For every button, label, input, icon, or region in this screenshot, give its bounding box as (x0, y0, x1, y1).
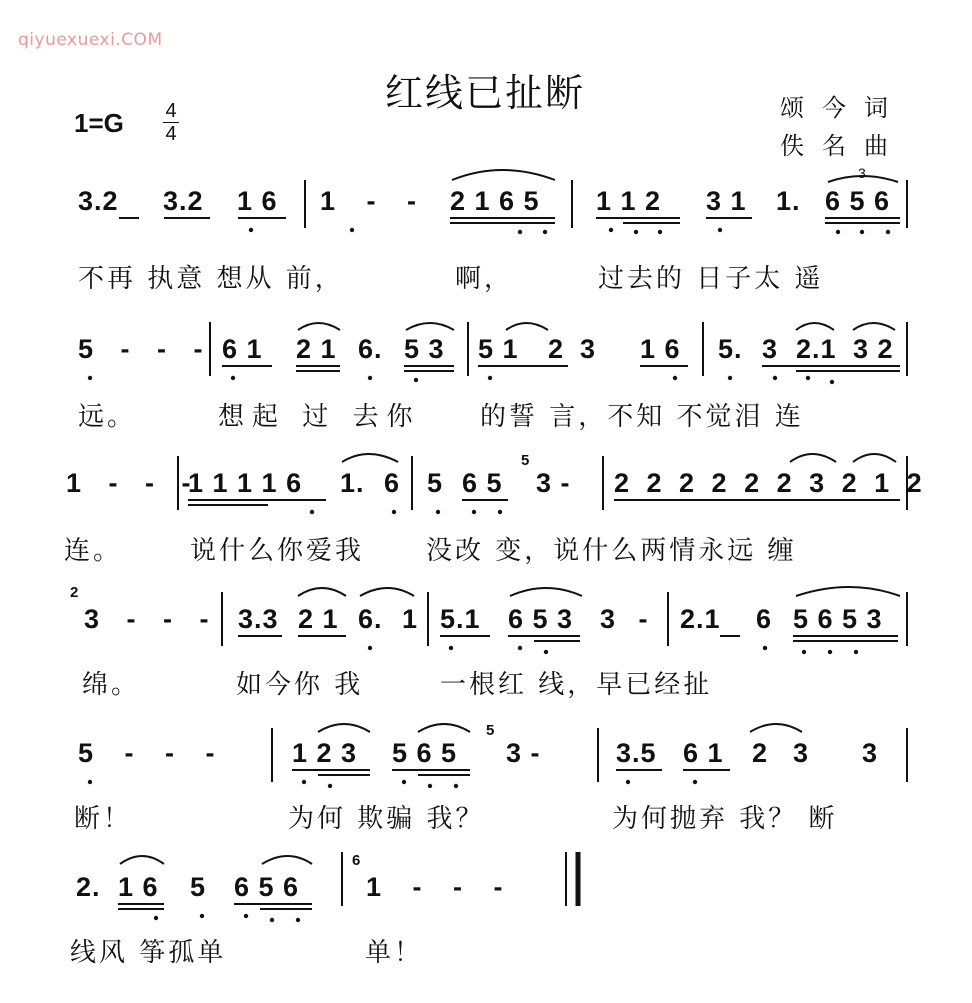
grace-note: 5 (521, 452, 530, 469)
low-octave-dot (402, 780, 406, 784)
note-group: 6 1 (222, 334, 263, 364)
low-octave-dot (836, 230, 840, 234)
note-group: 2. (76, 872, 101, 902)
low-octave-dot (806, 376, 810, 380)
note-group: 3 - - - (84, 604, 219, 634)
note-group: 6 5 6 (825, 186, 891, 216)
note-group: 3 - (600, 604, 656, 634)
lyric-text: 想起 过 去你 (218, 402, 421, 432)
lyric-text: 单！ (365, 938, 424, 968)
low-octave-dot (658, 230, 662, 234)
low-octave-dot (302, 780, 306, 784)
note-group: 5 6 5 (392, 738, 458, 768)
note-group: 6. (358, 334, 383, 364)
note-group: 1 6 (237, 186, 278, 216)
note-group: 6 5 (462, 468, 503, 498)
low-octave-dot (828, 650, 832, 654)
note-group: 3 - (536, 468, 571, 498)
low-octave-dot (392, 510, 396, 514)
note-group: 3.5 (616, 738, 657, 768)
note-group: 6 (384, 468, 401, 498)
low-octave-dot (249, 228, 253, 232)
note-group: 3 1 (706, 186, 747, 216)
note-group: 5 3 (404, 334, 445, 364)
note-group: 3 (862, 738, 879, 768)
note-group: 3.3 (238, 604, 279, 634)
low-octave-dot (728, 376, 732, 380)
low-octave-dot (449, 646, 453, 650)
low-octave-dot (472, 510, 476, 514)
grace-note: 2 (70, 584, 79, 601)
grace-note: 5 (486, 722, 495, 739)
note-group: 6 1 (683, 738, 724, 768)
note-group: 2 1 (298, 604, 339, 634)
note-group: 5.1 (440, 604, 481, 634)
grace-note: 6 (352, 852, 361, 869)
note-group: 5 1 (478, 334, 519, 364)
note-group: 5. (718, 334, 743, 364)
note-group: 6 5 6 (234, 872, 300, 902)
lyricist-credit: 颂今词 (780, 94, 906, 122)
low-octave-dot (518, 230, 522, 234)
note-group: 5 (427, 468, 444, 498)
slur (298, 588, 346, 596)
note-group: 6 (756, 604, 773, 634)
note-group: 1 6 (640, 334, 681, 364)
low-octave-dot (634, 230, 638, 234)
lyric-text: 为何 欺骗 我？ (288, 804, 485, 834)
note-group: 3 (793, 738, 810, 768)
note-group: 5 - - - (78, 334, 213, 364)
slur (510, 588, 582, 596)
lyric-text: 断！ (74, 804, 133, 834)
slur (120, 856, 164, 864)
low-octave-dot (296, 918, 300, 922)
note-group: 2 (752, 738, 769, 768)
lyric-text: 远。 (78, 402, 137, 432)
low-octave-dot (763, 646, 767, 650)
note-group: 2.1 (796, 334, 837, 364)
note-group: 5 (190, 872, 207, 902)
note-group: 1 6 (118, 872, 159, 902)
note-group: 1 2 3 (292, 738, 358, 768)
low-octave-dot (830, 380, 834, 384)
slur (318, 724, 370, 732)
note-group: 3 (580, 334, 597, 364)
note-group: 1 1 2 (596, 186, 662, 216)
lyric-text: 线风 筝孤单 (70, 938, 227, 968)
low-octave-dot (350, 228, 354, 232)
low-octave-dot (860, 230, 864, 234)
low-octave-dot (368, 646, 372, 650)
low-octave-dot (488, 376, 492, 380)
lyric-text: 的誓 言，不知 不觉泪 连 (480, 402, 804, 432)
note-group: 2.1 (680, 604, 721, 634)
low-octave-dot (270, 918, 274, 922)
low-octave-dot (428, 784, 432, 788)
low-octave-dot (544, 650, 548, 654)
lyric-text: 一根红 线，早已经扯 (440, 670, 713, 700)
note-group: 6. (358, 604, 383, 634)
note-group: 1 1 1 1 6 (188, 468, 303, 498)
low-octave-dot (802, 650, 806, 654)
lyric-text: 过去的 日子太 遥 (598, 264, 824, 294)
lyric-text: 没改 变，说什么两情永远 缠 (426, 536, 797, 566)
low-octave-dot (626, 780, 630, 784)
note-group: 1. (776, 186, 801, 216)
slur (796, 323, 834, 330)
low-octave-dot (718, 228, 722, 232)
slur (796, 587, 900, 596)
slur (853, 454, 896, 462)
slur (750, 724, 802, 732)
note-group: 2 1 6 5 (450, 186, 540, 216)
note-group: 2 1 (296, 334, 337, 364)
low-octave-dot (693, 780, 697, 784)
slur (853, 323, 895, 330)
low-octave-dot (543, 230, 547, 234)
low-octave-dot (88, 376, 92, 380)
low-octave-dot (454, 784, 458, 788)
low-octave-dot (436, 510, 440, 514)
lyric-text: 绵。 (82, 670, 141, 700)
lyric-text: 如今你 我 (236, 670, 364, 700)
note-group: 1 (402, 604, 419, 634)
note-group: 1 - - - (66, 468, 201, 498)
lyric-text: 说什么你爱我 (190, 536, 365, 566)
composer-credit: 佚名曲 (780, 132, 906, 160)
note-group: 1 - - - (366, 872, 515, 902)
note-group: 3 - (506, 738, 541, 768)
slur (790, 454, 836, 462)
lyric-text: 不再 执意 想从 前， (78, 264, 344, 294)
note-group: 3 2 (853, 334, 894, 364)
note-group: 5 - - - (78, 738, 227, 768)
note-group: 1 - - (320, 186, 429, 216)
low-octave-dot (518, 646, 522, 650)
key-signature: 1=G (74, 108, 124, 138)
note-group: 1. (340, 468, 365, 498)
lyric-text: 为何抛弃 我？ 断 (612, 804, 838, 834)
slur (506, 323, 548, 330)
lyric-text: 啊， (455, 264, 514, 294)
song-title: 红线已扯断 (385, 71, 586, 115)
low-octave-dot (244, 914, 248, 918)
time-signature-top: 4 (165, 100, 177, 122)
slur (452, 170, 555, 180)
low-octave-dot (854, 650, 858, 654)
time-signature-bottom: 4 (165, 123, 177, 145)
low-octave-dot (498, 510, 502, 514)
note-group: 3.2 (78, 186, 119, 216)
low-octave-dot (673, 376, 677, 380)
triplet-mark: 3 (858, 165, 866, 181)
low-octave-dot (609, 228, 613, 232)
low-octave-dot (310, 510, 314, 514)
slur (418, 724, 470, 732)
note-group: 2 (548, 334, 565, 364)
low-octave-dot (773, 376, 777, 380)
note-group: 6 5 3 (508, 604, 574, 634)
low-octave-dot (154, 916, 158, 920)
low-octave-dot (200, 914, 204, 918)
slur (406, 323, 454, 330)
slur (298, 323, 340, 330)
slur (342, 454, 398, 462)
note-group: 3.2 (163, 186, 204, 216)
lyric-text: 连。 (64, 536, 123, 566)
note-group: 2 2 2 2 2 2 3 2 1 2 (614, 468, 927, 498)
low-octave-dot (886, 230, 890, 234)
low-octave-dot (88, 780, 92, 784)
watermark: qiyuexuexi.COM (18, 30, 163, 50)
note-group: 3 (762, 334, 779, 364)
low-octave-dot (231, 376, 235, 380)
low-octave-dot (328, 784, 332, 788)
low-octave-dot (414, 378, 418, 382)
note-group: 5 6 5 3 (793, 604, 883, 634)
low-octave-dot (368, 376, 372, 380)
slur (262, 856, 312, 864)
slur (360, 588, 414, 596)
